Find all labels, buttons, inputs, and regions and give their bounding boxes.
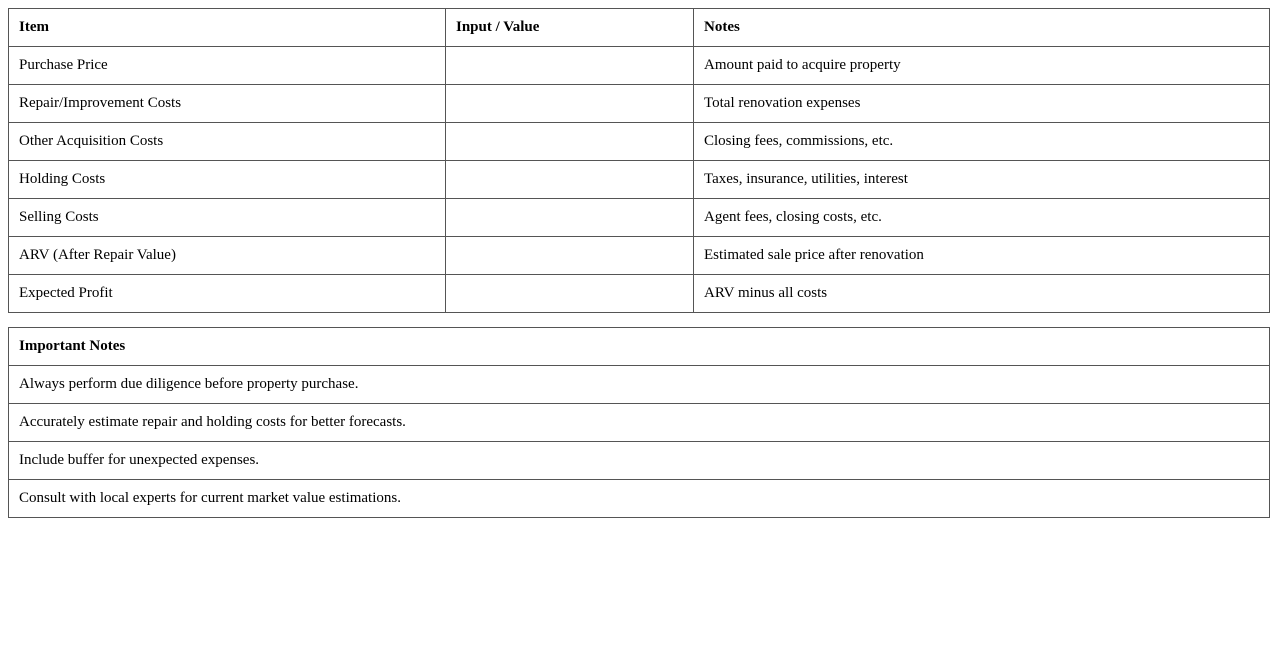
item-note: Estimated sale price after renovation: [694, 237, 1270, 275]
header-notes: Notes: [694, 9, 1270, 47]
header-item: Item: [9, 9, 446, 47]
note-text: Accurately estimate repair and holding costs for better forecasts.: [9, 404, 1270, 442]
table-row-repair-costs: [9, 85, 1270, 123]
header-value: Input / Value: [446, 9, 694, 47]
item-note: Taxes, insurance, utilities, interest: [694, 161, 1270, 199]
item-label: Repair/Improvement Costs: [9, 85, 446, 123]
note-row: [9, 366, 1270, 404]
note-row: [9, 442, 1270, 480]
table-row-purchase-price: [9, 47, 1270, 85]
item-label: Other Acquisition Costs: [9, 123, 446, 161]
table-header-row: [9, 9, 1270, 47]
note-text: Always perform due diligence before property purchase.: [9, 366, 1270, 404]
holding-costs-value-cell[interactable]: [446, 161, 694, 199]
item-note: Agent fees, closing costs, etc.: [694, 199, 1270, 237]
table-row-selling-costs: [9, 199, 1270, 237]
item-label: Expected Profit: [9, 275, 446, 313]
repair-costs-value-cell[interactable]: [446, 85, 694, 123]
item-note: Total renovation expenses: [694, 85, 1270, 123]
item-note: ARV minus all costs: [694, 275, 1270, 313]
selling-costs-value-cell[interactable]: [446, 199, 694, 237]
item-note: Amount paid to acquire property: [694, 47, 1270, 85]
item-label: Selling Costs: [9, 199, 446, 237]
note-row: [9, 480, 1270, 518]
table-row-arv: [9, 237, 1270, 275]
table-row-other-acquisition-costs: [9, 123, 1270, 161]
flip-calculator-table: [8, 8, 1270, 313]
table-row-holding-costs: [9, 161, 1270, 199]
item-label: Purchase Price: [9, 47, 446, 85]
item-note: Closing fees, commissions, etc.: [694, 123, 1270, 161]
arv-value-cell[interactable]: [446, 237, 694, 275]
expected-profit-value-cell[interactable]: [446, 275, 694, 313]
table-row-expected-profit: [9, 275, 1270, 313]
important-notes-table: [8, 327, 1270, 518]
note-text: Consult with local experts for current market value estimations.: [9, 480, 1270, 518]
acquisition-costs-value-cell[interactable]: [446, 123, 694, 161]
item-label: Holding Costs: [9, 161, 446, 199]
item-label: ARV (After Repair Value): [9, 237, 446, 275]
purchase-price-value-cell[interactable]: [446, 47, 694, 85]
note-row: [9, 404, 1270, 442]
note-text: Include buffer for unexpected expenses.: [9, 442, 1270, 480]
notes-header-row: [9, 328, 1270, 366]
important-notes-heading: Important Notes: [9, 328, 1270, 366]
